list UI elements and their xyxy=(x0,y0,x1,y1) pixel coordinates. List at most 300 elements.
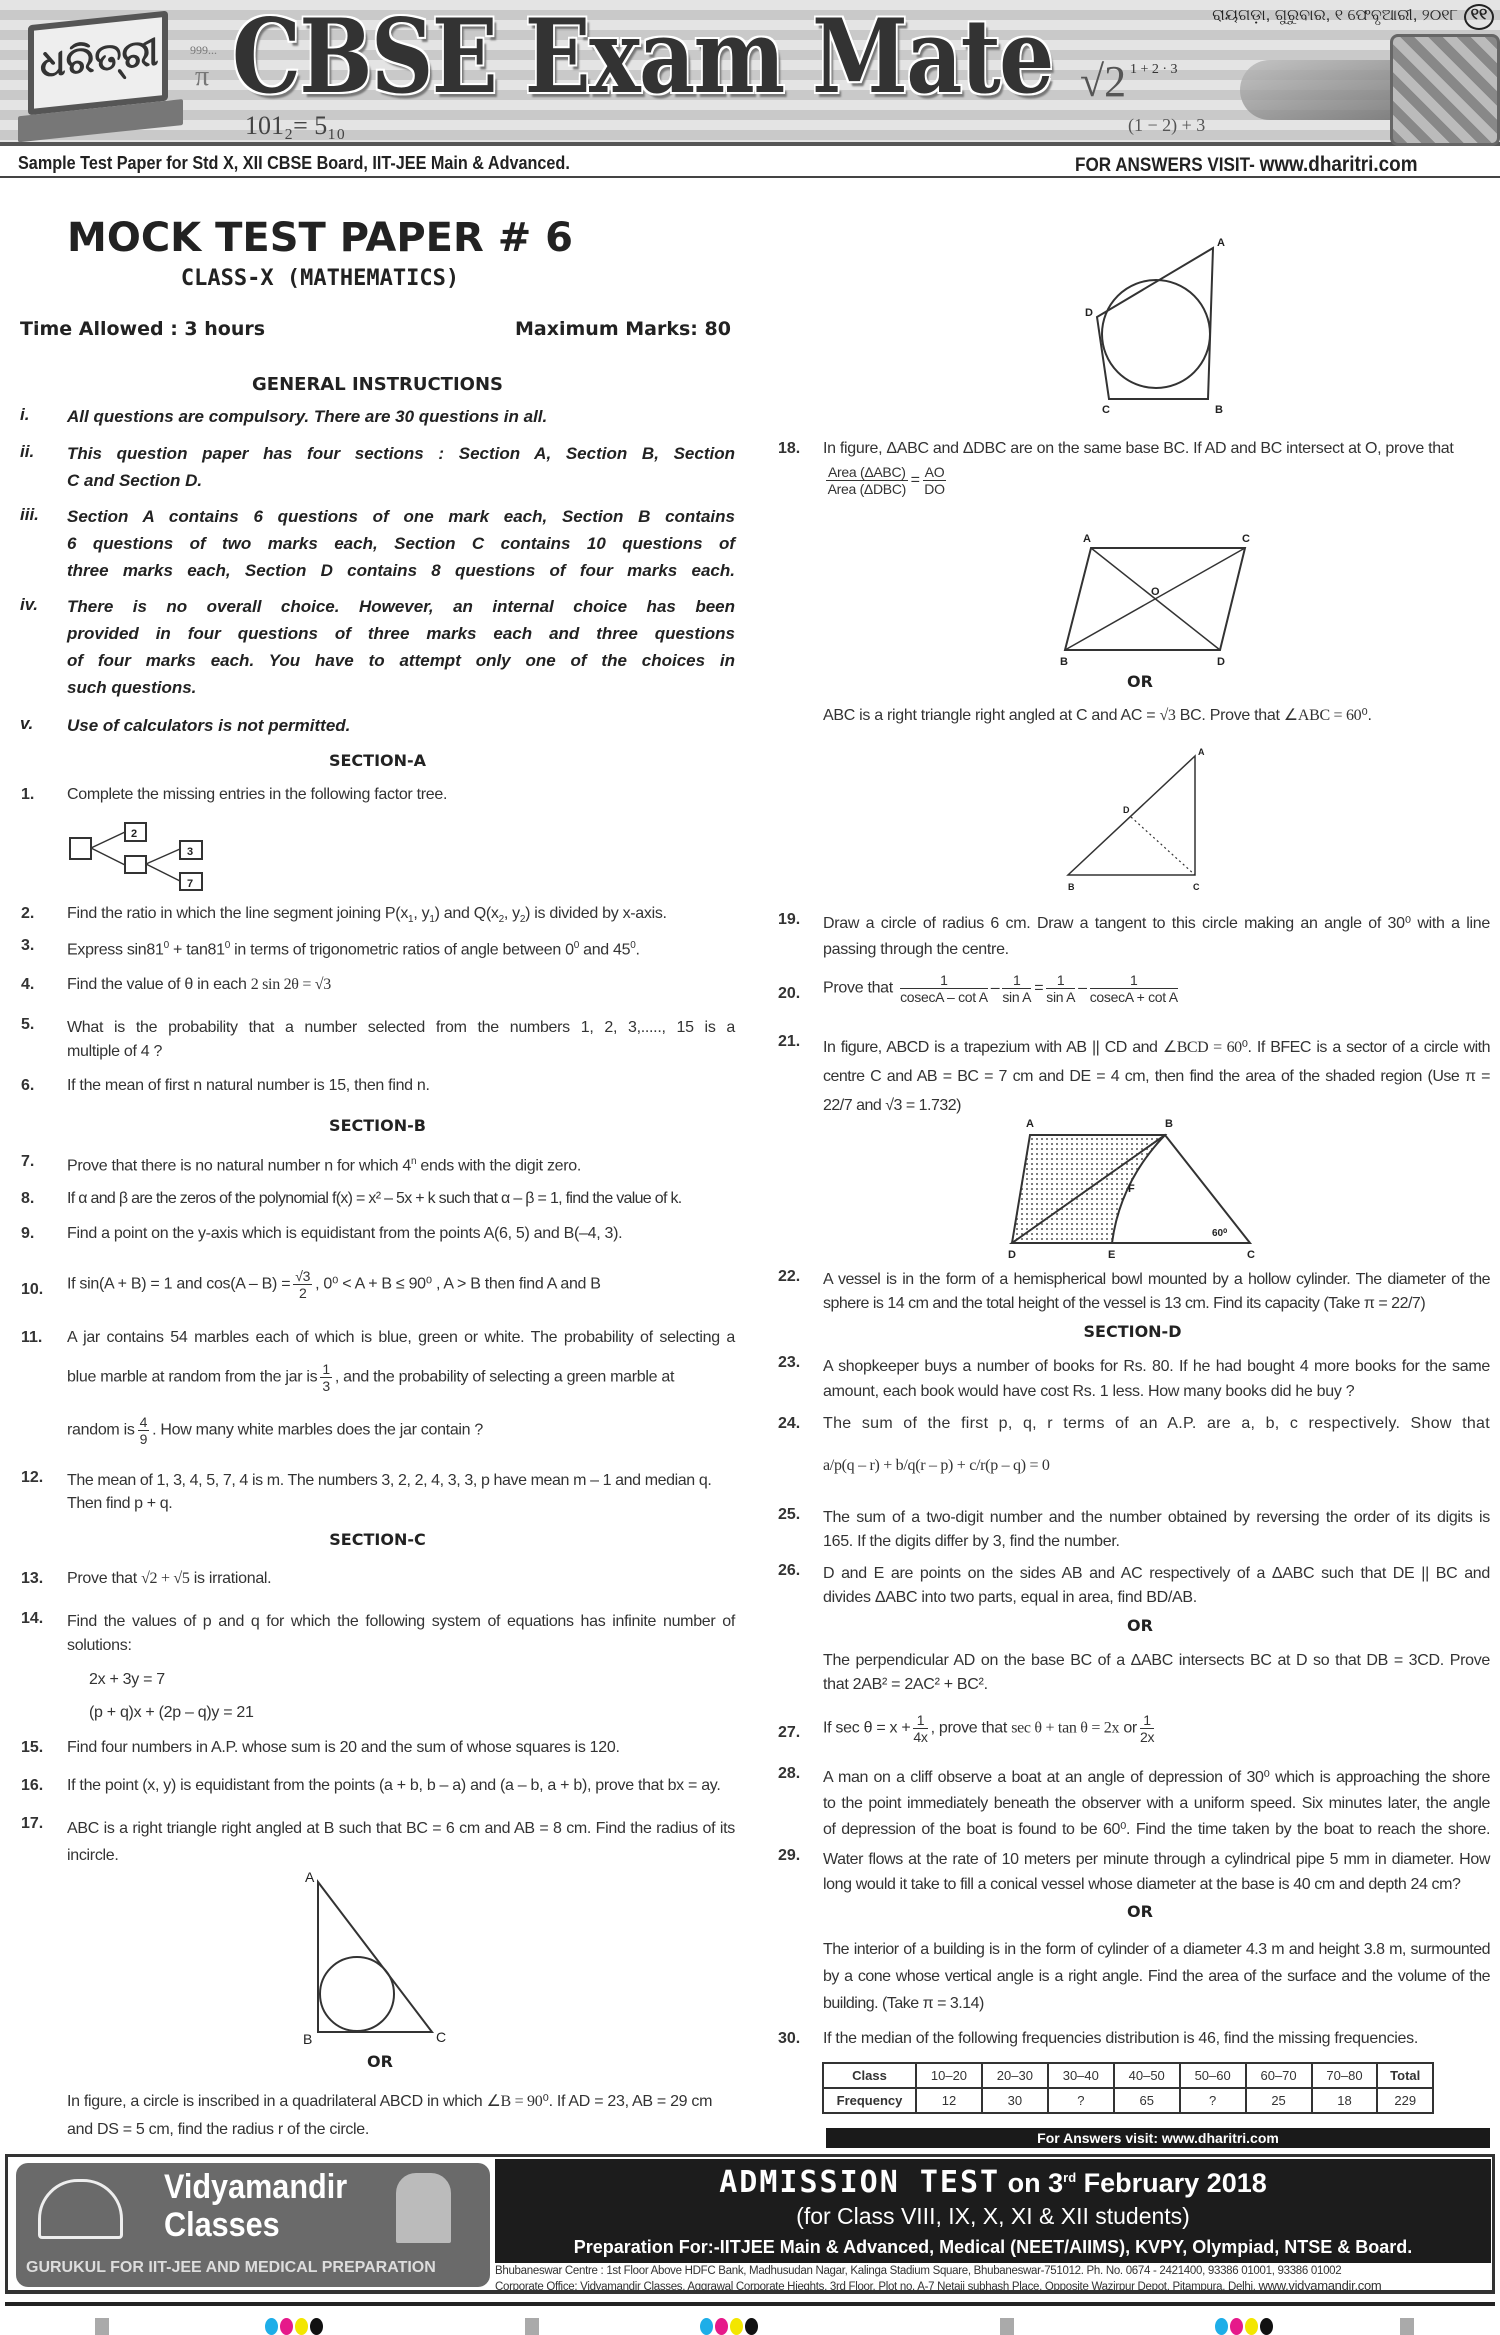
answers-bar[interactable]: For Answers visit: www.dharitri.com xyxy=(826,2128,1490,2148)
text-fragment: and 45 xyxy=(578,941,631,959)
text-fragment: and DS = 5 cm, find the radius r of the circle. xyxy=(67,2121,370,2138)
color-registration-dot xyxy=(1230,2318,1243,2335)
tree-value: 3 xyxy=(187,846,194,858)
or-label: OR xyxy=(1127,672,1153,691)
question-number: 27. xyxy=(778,1724,801,1741)
question-17-alternative xyxy=(67,2088,735,2144)
question-number: 21. xyxy=(778,1033,801,1050)
instruction-line: of four marks each. You have to attempt only one of the choices in xyxy=(67,651,735,670)
text-fragment: C xyxy=(1193,882,1200,892)
question-26 xyxy=(823,1562,1490,1610)
text-fragment: In figure, a circle is inscribed in a quadrilateral ABCD in which xyxy=(67,2093,487,2110)
answers-link-header[interactable] xyxy=(1075,153,1418,177)
text-fragment: 30 xyxy=(982,2088,1048,2113)
color-registration-dot xyxy=(1260,2318,1273,2335)
section-b-heading: SECTION-B xyxy=(329,1116,426,1135)
question-number: 15. xyxy=(21,1739,44,1756)
question-number: 28. xyxy=(778,1765,801,1782)
question-number: 29. xyxy=(778,1847,801,1864)
question-2 xyxy=(67,905,735,929)
masthead-banner xyxy=(0,0,1500,146)
text-fragment: B xyxy=(1215,404,1223,415)
text-fragment: AO xyxy=(924,464,945,480)
instruction xyxy=(67,403,735,430)
color-registration-dot xyxy=(715,2318,728,2335)
text-fragment: cosecA – cot A xyxy=(900,989,988,1005)
text-fragment: 229 xyxy=(1377,2088,1433,2113)
text-fragment: Frequency xyxy=(823,2088,916,2113)
question-number: 11. xyxy=(21,1329,43,1346)
question-5 xyxy=(67,1016,735,1064)
text-fragment: solutions: xyxy=(67,1637,132,1654)
answers-url[interactable]: www.dharitri.com xyxy=(1259,153,1418,176)
text-fragment: building. (Take π = 3.14) xyxy=(823,1995,984,2012)
question-20 xyxy=(823,972,1490,1005)
text-fragment: sin A xyxy=(1002,989,1032,1005)
text-fragment: 1 xyxy=(900,972,988,989)
decor-text: 999... xyxy=(190,43,217,57)
instruction-line: C and Section D. xyxy=(67,471,203,490)
text-fragment: C xyxy=(436,2029,447,2045)
question-number: 24. xyxy=(778,1415,801,1432)
text-fragment: Find the value of θ in each xyxy=(67,976,251,993)
text-fragment: ? xyxy=(1048,2088,1114,2113)
instructions-heading: GENERAL INSTRUCTIONS xyxy=(252,374,503,395)
text-fragment: 4 xyxy=(139,1414,148,1430)
question-12 xyxy=(67,1469,735,1515)
text-fragment: 60⁰ xyxy=(1212,1228,1228,1239)
frequency-table xyxy=(822,2062,1434,2114)
text-fragment: – xyxy=(990,979,1000,997)
text-fragment: . If BFEC is a sector of a circle with xyxy=(1247,1039,1490,1056)
text-fragment: 9 xyxy=(139,1431,148,1447)
decor-text: π xyxy=(195,61,210,92)
color-registration-dot xyxy=(310,2318,323,2335)
text-fragment: Total xyxy=(1377,2063,1433,2088)
or-label: OR xyxy=(1127,1616,1153,1635)
text-fragment: D xyxy=(1085,307,1093,319)
text-fragment: = xyxy=(910,471,920,489)
instruction-number: v. xyxy=(20,714,34,733)
table-row xyxy=(823,2088,1433,2113)
color-registration-dot xyxy=(745,2318,758,2335)
text-fragment: . xyxy=(635,941,640,959)
text-fragment: ∠B = 90⁰ xyxy=(486,2093,549,2110)
instruction xyxy=(67,503,735,584)
question-8: If α and β are the zeros of the polynomial f(x) = x² – 5x + k such that α – β = 1, find the value of k. xyxy=(67,1190,682,1207)
text-fragment: A xyxy=(305,1869,315,1885)
decor-text: √2 xyxy=(1080,57,1127,106)
text-fragment: In figure, ABCD is a trapezium with AB || CD and xyxy=(823,1039,1163,1056)
instruction-line: provided in four questions of three marks each and three questions xyxy=(67,624,735,643)
text-fragment: 10–20 xyxy=(916,2063,982,2088)
color-registration-dot xyxy=(1245,2318,1258,2335)
question-29 xyxy=(823,1847,1490,1897)
factor-tree-diagram xyxy=(60,815,220,895)
text-fragment: 50–60 xyxy=(1180,2063,1246,2088)
text-fragment: A xyxy=(1217,237,1225,249)
question-number: 22. xyxy=(778,1268,801,1285)
text-fragment: D xyxy=(1008,1249,1016,1261)
question-number: 6. xyxy=(21,1077,35,1094)
text-fragment: , prove that xyxy=(930,1719,1008,1737)
preparation-courses: Preparation For:-IITJEE Main & Advanced, Medical (NEET/AIIMS), KVPY, Olympiad, NTSE & Board. xyxy=(573,2237,1413,2257)
text-fragment: Find the ratio in which the line segment joining P(x xyxy=(67,905,409,922)
text-fragment: 1 xyxy=(429,914,435,926)
text-fragment: , 0⁰ < A + B ≤ 90⁰ , A > B then find A and B xyxy=(315,1275,601,1293)
text-fragment: If sec θ = x + xyxy=(823,1719,911,1737)
table-row xyxy=(823,2063,1433,2088)
triangles-common-base-figure xyxy=(1055,530,1255,670)
text-fragment: February 2018 xyxy=(1076,2168,1267,2198)
dharitri-logo: ଧରିତ୍ରୀ xyxy=(40,31,159,87)
text-fragment: , y xyxy=(413,905,430,922)
question-18 xyxy=(823,440,1490,497)
text-fragment: A shopkeeper buys a number of books for Rs. 80. If he had bought 4 more books for the same xyxy=(823,1358,1490,1375)
tagline: GURUKUL FOR IIT-JEE AND MEDICAL PREPARATION xyxy=(26,2259,436,2276)
headline: ADMISSION TEST xyxy=(719,2165,1001,2200)
question-18-alternative xyxy=(823,707,1490,725)
centre-address: Bhubaneswar Centre : 1st Floor Above HDFC Bank, Madhusudan Nagar, Kalinga Stadium Square, Bhubaneswar-751012. Ph. No. 0674 - 2421400, 93386 01001, 93386 01002 xyxy=(495,2265,1342,2277)
question-number: 18. xyxy=(778,440,801,457)
question-14 xyxy=(67,1610,735,1725)
text-fragment: divides ΔABC into two parts, equal in area, find BD/AB. xyxy=(823,1589,1197,1606)
text-fragment: Area (ΔDBC) xyxy=(827,481,907,497)
question-number: 4. xyxy=(21,976,35,993)
text-fragment: random is xyxy=(67,1421,135,1439)
vidyamandir-url[interactable]: www.vidyamandir.com xyxy=(1258,2278,1382,2293)
text-fragment: 1 xyxy=(1090,972,1178,989)
gray-registration-mark xyxy=(525,2318,539,2335)
student-icon xyxy=(396,2173,451,2243)
text-fragment: If sin(A + B) = 1 and cos(A – B) = xyxy=(67,1275,291,1293)
text-fragment: C xyxy=(1102,404,1110,415)
instruction-line: 6 questions of two marks each, Section C contains 10 questions of xyxy=(67,534,735,553)
question-number: 14. xyxy=(21,1610,44,1627)
dateline: ରାୟଗଡ଼ା, ଗୁରୁବାର, ୧ ଫେବୃଆରୀ, ୨୦୧୮ xyxy=(1212,7,1458,24)
subtitle-bar xyxy=(0,150,1500,178)
book-icon xyxy=(38,2179,123,2239)
text-fragment: √3 xyxy=(1159,707,1176,724)
text-fragment: The perpendicular AD on the base BC of a ΔABC intersects BC at D so that DB = 3CD. Prove xyxy=(823,1652,1490,1669)
text-fragment: ? xyxy=(1180,2088,1246,2113)
text-fragment: of depression of the boat is found to be 60⁰. Find the time taken by the boat to reach the shore. xyxy=(823,1821,1490,1838)
text-fragment: 30–40 xyxy=(1048,2063,1114,2088)
text-fragment: BC. Prove that xyxy=(1175,707,1284,724)
question-number: 1. xyxy=(21,786,35,803)
section-c-heading: SECTION-C xyxy=(329,1530,426,1549)
page-number: ୧୧ xyxy=(1464,4,1494,30)
text-fragment: Class xyxy=(823,2063,916,2088)
text-fragment: 12 xyxy=(916,2088,982,2113)
question-number: 9. xyxy=(21,1225,35,1242)
text-fragment: in terms of trigonometric ratios of angle between 0 xyxy=(230,941,574,959)
text-fragment: 20–30 xyxy=(982,2063,1048,2088)
text-fragment: 1 xyxy=(408,914,414,926)
text-fragment: or xyxy=(1123,1719,1137,1737)
text-fragment: Express sin81 xyxy=(67,941,164,959)
text-fragment: 2 xyxy=(519,914,526,926)
text-fragment: Corporate Office: Vidyamandir Classes, Aggrawal Corporate Hieghts, 3rd Floor, Plot no. A-7 Netaji subhash Place, Opposite Wazirpur Depot, Pitampura, Delhi, xyxy=(495,2281,1256,2293)
corporate-address xyxy=(495,2279,1491,2294)
brand-name: Vidyamandir xyxy=(164,2168,348,2206)
text-fragment: 2 xyxy=(498,914,504,926)
decor-text: (1 − 2) + 3 xyxy=(1128,115,1206,135)
text-fragment: 0 xyxy=(163,940,169,951)
gray-registration-mark xyxy=(1000,2318,1014,2335)
text-fragment: + tan81 xyxy=(168,941,225,959)
text-fragment: 4x xyxy=(913,1729,928,1745)
text-fragment: DO xyxy=(924,481,945,497)
question-number: 2. xyxy=(21,905,35,922)
text-fragment: 2 xyxy=(298,1285,307,1301)
instruction-number: i. xyxy=(20,405,30,424)
eligible-classes: (for Class VIII, IX, X, XI & XII students) xyxy=(796,2203,1190,2229)
bottom-rule xyxy=(5,2302,1495,2306)
color-registration-dot xyxy=(295,2318,308,2335)
section-d-heading: SECTION-D xyxy=(1083,1322,1182,1341)
question-29-alternative xyxy=(823,1936,1490,2017)
question-number: 26. xyxy=(778,1562,801,1579)
decor-text: 1 + 2 · 3 xyxy=(1130,62,1178,77)
question-27 xyxy=(823,1712,1490,1745)
text-fragment: 60–70 xyxy=(1246,2063,1312,2088)
question-number: 20. xyxy=(778,985,801,1002)
question-number: 13. xyxy=(21,1570,44,1587)
text-fragment: passing through the centre. xyxy=(823,941,1009,958)
color-registration-dot xyxy=(280,2318,293,2335)
vidyamandir-logo-box xyxy=(16,2163,490,2287)
text-fragment: 0 xyxy=(573,940,579,951)
text-fragment: 18 xyxy=(1312,2088,1378,2113)
question-number: 10. xyxy=(21,1281,44,1298)
section-a-heading: SECTION-A xyxy=(328,751,427,770)
quadrilateral-incircle-figure xyxy=(1080,230,1230,415)
text-fragment: Draw a circle of radius 6 cm. Draw a tangent to this circle making an angle of 30⁰ with a line xyxy=(823,915,1490,932)
question-23 xyxy=(823,1354,1490,1404)
text-fragment: ∠ABC = 60⁰ xyxy=(1283,707,1368,724)
text-fragment: (p + q)x + (2p – q)y = 21 xyxy=(89,1704,254,1721)
text-fragment: ABC is a right triangle right angled at B such that BC = 6 cm and AB = 8 cm. Find the radius of its xyxy=(67,1820,735,1837)
text-fragment: Prove that xyxy=(823,979,893,997)
text-fragment: multiple of 4 ? xyxy=(67,1043,163,1060)
text-fragment: A xyxy=(1026,1118,1034,1130)
question-26-alternative xyxy=(823,1649,1490,1697)
test-date: on 3 xyxy=(1007,2168,1064,2198)
text-fragment: 22/7 and √3 = 1.732) xyxy=(823,1097,962,1114)
instruction-number: iv. xyxy=(20,595,38,614)
answers-prefix: FOR ANSWERS VISIT- xyxy=(1075,155,1260,176)
text-fragment: , and the probability of selecting a green marble at xyxy=(334,1368,675,1386)
text-fragment: 165. If the digits differ by 3, find the number. xyxy=(823,1533,1120,1550)
instruction-line: Use of calculators is not permitted. xyxy=(67,716,351,735)
question-4 xyxy=(67,976,735,994)
max-marks: Maximum Marks: 80 xyxy=(515,318,731,340)
text-fragment: A xyxy=(1198,747,1205,757)
text-fragment: ABC is a right triangle right angled at C and AC = xyxy=(823,707,1160,724)
text-fragment: by a cone whose vertical angle is a right angle. Find the area of the surface and the volume of the xyxy=(823,1968,1490,1985)
question-number: 19. xyxy=(778,911,801,928)
text-fragment: 1 xyxy=(1002,972,1031,989)
text-fragment: long would it take to fill a conical vessel whose diameter at the base is 40 cm and depth 24 cm? xyxy=(823,1876,1461,1893)
text-fragment: In figure, ΔABC and ΔDBC are on the same base BC. If AD and BC intersect at O, prove that xyxy=(823,440,1454,457)
text-fragment: 1 xyxy=(913,1712,927,1729)
question-1: Complete the missing entries in the following factor tree. xyxy=(67,786,448,803)
question-10 xyxy=(67,1268,735,1301)
text-fragment: a/p(q – r) + b/q(r – p) + c/r(p – q) = 0 xyxy=(823,1457,1050,1474)
text-fragment: A xyxy=(1083,533,1091,545)
text-fragment: 0 xyxy=(224,940,230,951)
text-fragment: D and E are points on the sides AB and AC respectively of a ΔABC such that DE || BC and xyxy=(823,1565,1490,1582)
text-fragment: B xyxy=(1068,882,1075,892)
text-fragment: = xyxy=(1034,979,1044,997)
question-number: 16. xyxy=(21,1777,44,1794)
text-fragment: that 2AB² = 2AC² + BC². xyxy=(823,1676,988,1693)
text-fragment: The mean of 1, 3, 4, 5, 7, 4 is m. The numbers 3, 2, 2, 4, 3, 3, p have mean m – 1 and median q. xyxy=(67,1472,712,1489)
instruction-line: such questions. xyxy=(67,678,197,697)
gray-registration-mark xyxy=(95,2318,109,2335)
text-fragment: A man on a cliff observe a boat at an angle of depression of 30⁰ which is approaching the shore xyxy=(823,1769,1490,1786)
text-fragment: O xyxy=(1151,586,1160,598)
instruction xyxy=(67,440,735,494)
instruction-line: All questions are compulsory. There are 30 questions in all. xyxy=(67,407,548,426)
gray-registration-mark xyxy=(1400,2318,1414,2335)
question-number: 17. xyxy=(21,1815,44,1832)
text-fragment: What is the probability that a number selected from the numbers 1, 2, 3,....., 15 is a xyxy=(67,1019,735,1036)
text-fragment: The sum of a two-digit number and the number obtained by reversing the order of its digits is xyxy=(823,1509,1490,1526)
color-registration-dot xyxy=(730,2318,743,2335)
instruction xyxy=(67,712,735,739)
text-fragment: is irrational. xyxy=(189,1570,272,1587)
text-fragment: ∠BCD = 60⁰ xyxy=(1162,1039,1248,1056)
text-fragment: B xyxy=(1060,656,1068,668)
paper-title: MOCK TEST PAPER # 6 xyxy=(67,215,573,261)
question-13 xyxy=(67,1570,735,1588)
text-fragment: amount, each book would have cost Rs. 1 less. How many books did he buy ? xyxy=(823,1383,1355,1400)
text-fragment: 70–80 xyxy=(1312,2063,1378,2088)
time-allowed: Time Allowed : 3 hours xyxy=(20,318,266,340)
text-fragment: to the point immediately beneath the observer with a uniform speed. Six minutes later, the angle xyxy=(823,1795,1490,1812)
text-fragment: cosecA + cot A xyxy=(1089,989,1178,1005)
text-fragment: Prove that there is no natural number n for which 4 xyxy=(67,1157,412,1175)
instruction-line: Section A contains 6 questions of one mark each, Section B contains xyxy=(67,507,735,526)
question-15: Find four numbers in A.P. whose sum is 20 and the sum of whose squares is 120. xyxy=(67,1739,620,1756)
instruction-line: This question paper has four sections : Section A, Section B, Section xyxy=(67,444,735,463)
text-fragment: sec θ + tan θ = 2x xyxy=(1011,1719,1120,1737)
question-number: 30. xyxy=(778,2030,801,2047)
text-fragment: 65 xyxy=(1114,2088,1180,2113)
text-fragment: 3 xyxy=(322,1378,330,1394)
question-number: 5. xyxy=(21,1016,35,1033)
instruction-number: iii. xyxy=(20,505,39,524)
text-fragment: . If AD = 23, AB = 29 cm xyxy=(548,2093,713,2110)
text-fragment: A vessel is in the form of a hemispherical bowl mounted by a hollow cylinder. The diameter of the xyxy=(823,1271,1490,1288)
question-22 xyxy=(823,1268,1490,1316)
text-fragment: C xyxy=(1242,533,1250,545)
tree-value: 7 xyxy=(187,878,194,890)
text-fragment: C xyxy=(1247,1249,1255,1261)
text-fragment: A jar contains 54 marbles each of which is blue, green or white. The probability of selecting a xyxy=(67,1329,735,1346)
laptop-logo-image xyxy=(10,5,185,145)
text-fragment: sin A xyxy=(1046,989,1076,1005)
question-number: 8. xyxy=(21,1190,35,1207)
instruction xyxy=(67,593,735,701)
text-fragment: – xyxy=(1078,979,1087,997)
instruction-line: There is no overall choice. However, an internal choice has been xyxy=(67,597,735,616)
text-fragment: centre C and AB = BC = 7 cm and DE = 4 cm, then find the area of the shaded region (Use π = xyxy=(823,1068,1490,1085)
text-fragment: E xyxy=(1108,1249,1116,1261)
text-fragment: . How many white marbles does the jar contain ? xyxy=(152,1421,484,1439)
or-label: OR xyxy=(367,2052,393,2071)
text-fragment: 25 xyxy=(1246,2088,1312,2113)
text-fragment: √3 xyxy=(295,1268,311,1284)
text-fragment: n xyxy=(411,1156,417,1167)
text-fragment: D xyxy=(1123,805,1130,815)
text-fragment: 1 xyxy=(1140,1712,1154,1729)
question-16: If the point (x, y) is equidistant from the points (a + b, b – a) and (a – b, a + b), prove that bx = ay. xyxy=(67,1777,721,1794)
question-9: Find a point on the y-axis which is equidistant from the points A(6, 5) and B(–4, 3). xyxy=(67,1225,623,1242)
text-fragment: ) and Q(x xyxy=(434,905,499,922)
instruction-line: three marks each, Section D contains 8 questions of four marks each. xyxy=(67,561,735,580)
color-registration-dot xyxy=(265,2318,278,2335)
question-24 xyxy=(823,1415,1490,1475)
question-number: 23. xyxy=(778,1354,801,1371)
right-triangle-figure xyxy=(1060,745,1210,895)
text-fragment: incircle. xyxy=(67,1847,119,1864)
brand-name: Classes xyxy=(164,2206,280,2244)
question-number: 25. xyxy=(778,1506,801,1523)
text-fragment: √2 + √5 xyxy=(141,1570,190,1587)
text-fragment: blue marble at random from the jar is xyxy=(67,1368,318,1386)
question-number: 3. xyxy=(21,937,35,954)
text-fragment: D xyxy=(1217,656,1225,668)
text-fragment: The interior of a building is in the form of cylinder of a diameter 4.3 m and height 3.8 m, surmounted xyxy=(823,1941,1490,1958)
text-fragment: F xyxy=(1128,1183,1135,1195)
text-fragment: 2x + 3y = 7 xyxy=(89,1671,165,1688)
text-fragment: rd xyxy=(1063,2170,1077,2185)
masthead-title: CBSE Exam Mate xyxy=(232,0,1053,117)
right-triangle-incircle-figure xyxy=(295,1866,465,2048)
text-fragment: ends with the digit zero. xyxy=(416,1157,582,1175)
question-11 xyxy=(67,1329,735,1447)
question-6: If the mean of first n natural number is 15, then find n. xyxy=(67,1077,430,1094)
text-fragment: 2x xyxy=(1139,1729,1155,1745)
question-number: 7. xyxy=(21,1153,35,1170)
calculator-image xyxy=(1390,34,1500,146)
trapezium-sector-figure xyxy=(1000,1112,1270,1264)
text-fragment: Find the values of p and q for which the following system of equations has infinite number of xyxy=(67,1613,735,1630)
text-fragment: ) is divided by x-axis. xyxy=(525,905,667,922)
text-fragment: 2 sin 2θ = √3 xyxy=(250,976,331,993)
decor-text: 101₂= 5₁₀ xyxy=(245,111,346,140)
color-registration-dot xyxy=(1215,2318,1228,2335)
question-3 xyxy=(67,937,735,959)
text-fragment: 0 xyxy=(630,940,636,951)
question-25 xyxy=(823,1506,1490,1554)
text-fragment: The sum of the first p, q, r terms of an A.P. are a, b, c respectively. Show that xyxy=(823,1415,1490,1432)
text-fragment: Water flows at the rate of 10 meters per minute through a cylindrical pipe 5 mm in diameter. How xyxy=(823,1851,1490,1868)
text-fragment: Area (ΔABC) xyxy=(828,464,906,480)
admission-test-box xyxy=(495,2159,1491,2263)
text-fragment: 40–50 xyxy=(1114,2063,1180,2088)
color-registration-dot xyxy=(700,2318,713,2335)
question-17 xyxy=(67,1815,735,1869)
question-19 xyxy=(823,911,1490,963)
question-30: If the median of the following frequencies distribution is 46, find the missing frequencies. xyxy=(823,2030,1418,2047)
text-fragment: , y xyxy=(503,905,520,922)
text-fragment: Then find p + q. xyxy=(67,1495,173,1512)
text-fragment: B xyxy=(1165,1118,1173,1130)
